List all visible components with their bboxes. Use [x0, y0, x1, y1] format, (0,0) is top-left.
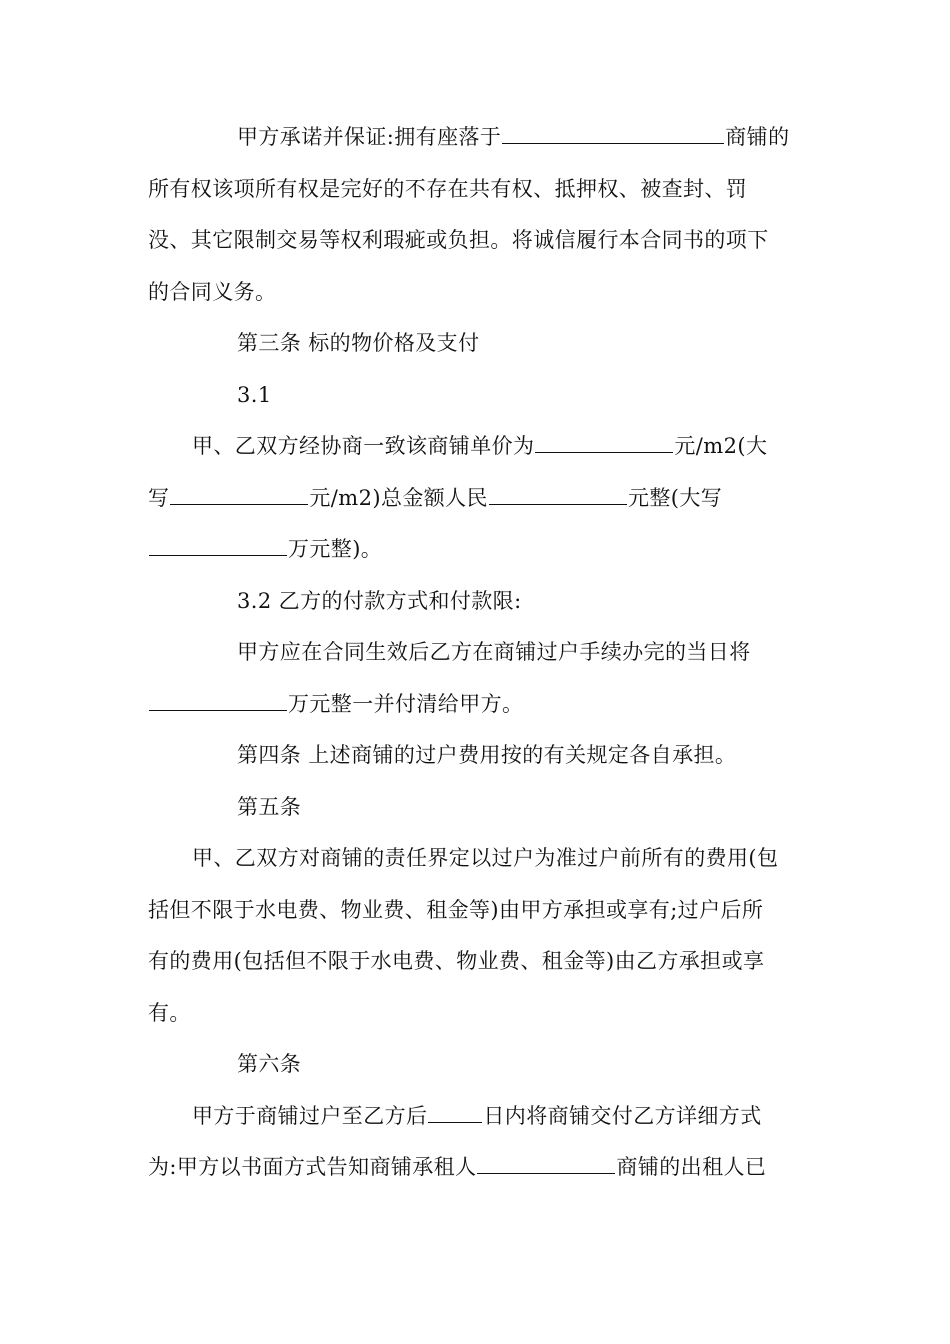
paragraph-line: 有的费用(包括但不限于水电费、物业费、租金等)由乙方承担或享 — [148, 949, 765, 973]
text-run: 商铺的 — [725, 125, 790, 149]
text-run: 商铺的出租人已 — [616, 1155, 767, 1179]
fill-blank-tenant[interactable] — [477, 1155, 615, 1174]
paragraph-line: 括但不限于水电费、物业费、租金等)由甲方承担或享有;过户后所 — [148, 897, 764, 922]
paragraph-line — [148, 679, 808, 731]
fill-blank-days[interactable] — [428, 1104, 482, 1123]
paragraph-line — [148, 1142, 808, 1194]
article-4: 第四条 上述商铺的过户费用按的有关规定各自承担。 — [237, 743, 737, 767]
paragraph-line — [148, 524, 808, 576]
text-run: 甲方承诺并保证:拥有座落于 — [237, 125, 502, 149]
paragraph-line: 所有权该项所有权是完好的不存在共有权、抵押权、被查封、罚 — [148, 176, 748, 201]
article-6-title: 第六条 — [237, 1052, 302, 1076]
article-5-title: 第五条 — [237, 794, 302, 819]
text-run: 为:甲方以书面方式告知商铺承租人 — [148, 1155, 477, 1179]
text-run: 日内将商铺交付乙方详细方式 — [483, 1103, 762, 1128]
paragraph-line: 没、其它限制交易等权利瑕疵或负担。将诚信履行本合同书的项下 — [148, 228, 769, 252]
paragraph-line — [148, 473, 808, 525]
text-run: 万元整一并付清给甲方。 — [288, 691, 524, 716]
text-run: 甲方于商铺过户至乙方后 — [192, 1103, 428, 1128]
text-run: 万元整)。 — [288, 537, 383, 561]
document-body — [148, 112, 808, 1194]
paragraph-line: 甲方应在合同生效后乙方在商铺过户手续办完的当日将 — [237, 640, 751, 664]
paragraph-line — [148, 421, 808, 473]
fill-blank-total-amount[interactable] — [489, 486, 627, 505]
text-run: 元/m2(大 — [674, 434, 768, 458]
section-3-1: 3.1 — [237, 382, 272, 407]
text-run: 写 — [148, 485, 170, 510]
paragraph-line: 甲、乙双方对商铺的责任界定以过户为准过户前所有的费用(包 — [192, 846, 779, 870]
fill-blank-unit-price-words[interactable] — [170, 486, 308, 505]
paragraph-line — [148, 112, 808, 164]
fill-blank[interactable] — [502, 125, 724, 144]
fill-blank-total-amount-words[interactable] — [149, 537, 287, 556]
article-3-title: 第三条 标的物价格及支付 — [237, 331, 480, 355]
fill-blank-payment-amount[interactable] — [149, 692, 287, 711]
text-run: 元/m2)总金额人民 — [309, 485, 488, 510]
paragraph-line: 有。 — [148, 1000, 191, 1025]
fill-blank-unit-price[interactable] — [535, 434, 673, 453]
section-3-2: 3.2 乙方的付款方式和付款限: — [237, 588, 522, 613]
text-run: 元整(大写 — [627, 485, 723, 510]
paragraph-line: 的合同义务。 — [148, 279, 277, 304]
paragraph-line — [148, 1091, 808, 1143]
text-run: 甲、乙双方经协商一致该商铺单价为 — [192, 434, 535, 458]
